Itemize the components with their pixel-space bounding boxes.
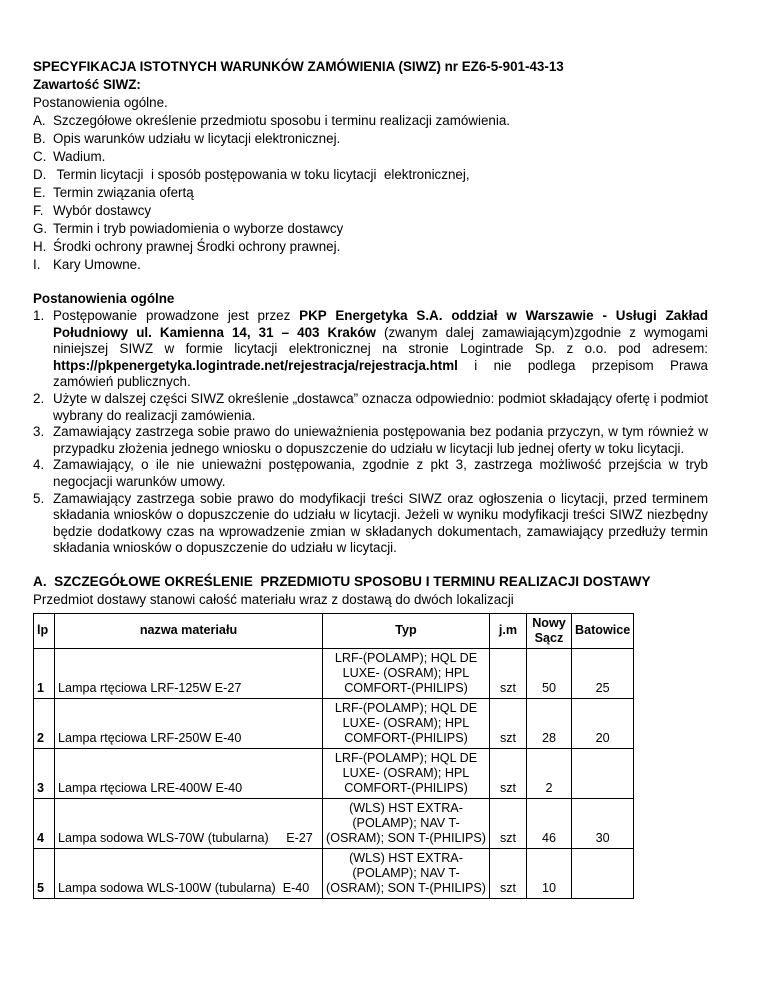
general-heading: Postanowienia ogólne — [33, 291, 175, 306]
general-item-1: 1. Postępowanie prowadzone jest przez PKP Energetyka S.A. oddział w Warszawie - Usługi Zakład Południowy ul. Kamienna 14, 31 – 403 Kraków (zwanym dalej zamawiającym)zgodnie z wymogami niniejszej SIWZ w formie licytacji elektronicznej na stronie Logintrade Sp. z o.o. pod adresem: https://pkpenergetyka.logintrade.net/rejestracja/rejestracja.html i nie podlega przepisom Prawa zamówień publicznych. — [33, 308, 709, 390]
contents-item: F. Wybór dostawcy — [33, 203, 152, 218]
general-list — [33, 308, 708, 557]
table-row: 4 Lampa sodowa WLS-70W (tubularna) E-27 (WLS) HST EXTRA-(POLAMP); NAV T-(OSRAM); SON T-(PHILIPS) szt 46 30 — [34, 798, 634, 848]
contents-item: D. Termin licytacji i sposób postępowania w toku licytacji elektronicznej, — [33, 167, 470, 182]
contents-item: G. Termin i tryb powiadomienia o wyborze dostawcy — [33, 221, 344, 236]
contents-item: H. Środki ochrony prawnej Środki ochrony prawnej. — [33, 239, 341, 254]
contents-list — [33, 112, 708, 274]
contents-heading: Zawartość SIWZ: — [33, 77, 141, 92]
materials-table — [33, 613, 634, 899]
table-header: lp nazwa materiału Typ j.m Nowy Sącz Batowice — [34, 613, 634, 648]
contents-intro: Postanowienia ogólne. — [33, 95, 168, 110]
contents-item: E. Termin związania ofertą — [33, 185, 194, 200]
general-item-2: 2. Użyte w dalszej części SIWZ określenie „dostawca” oznacza odpowiednio: podmiot składający ofertę i podmiot wybrany do realizacji zamówienia. — [33, 390, 708, 423]
contents-item: C. Wadium. — [33, 149, 106, 164]
table-row: 1 Lampa rtęciowa LRF-125W E-27 LRF-(POLAMP); HQL DE LUXE- (OSRAM); HPL COMFORT-(PHILIPS) szt 50 25 — [34, 648, 634, 698]
contents-item: B. Opis warunków udziału w licytacji elektronicznej. — [33, 131, 341, 146]
general-item-4: 4. Zamawiający, o ile nie unieważni postępowania, zgodnie z pkt 3, zastrzega możliwość przejścia w tryb negocjacji warunków umowy. — [33, 457, 708, 489]
general-item-5: 5. Zamawiający zastrzega sobie prawo do modyfikacji treści SIWZ oraz ogłoszenia o licytacji, przed terminem składania wniosków o dopuszczenie do udziału w licytacji. Jeżeli w wyniku modyfikacji treści SIWZ niezbędny będzie dodatkowy czas na wprowadzenie zmian w składanych dokumentach, zamawiający przedłuży termin składania wniosków o dopuszczenie do udziału w licytacji. — [33, 490, 708, 556]
contents-item: A. Szczegółowe określenie przedmiotu sposobu i terminu realizacji zamówienia. — [33, 113, 510, 128]
table-row: 2 Lampa rtęciowa LRF-250W E-40 LRF-(POLAMP); HQL DE LUXE- (OSRAM); HPL COMFORT-(PHILIPS) szt 28 20 — [34, 698, 634, 748]
registration-link[interactable]: https://pkpenergetyka.logintrade.net/rejestracja/rejestracja.html — [53, 357, 458, 373]
section-a-heading: A. SZCZEGÓŁOWE OKREŚLENIE PRZEDMIOTU SPOSOBU I TERMINU REALIZACJI DOSTAWY — [33, 573, 651, 589]
contents-item: I. Kary Umowne. — [33, 257, 141, 272]
table-row: 5 Lampa sodowa WLS-100W (tubularna) E-40 (WLS) HST EXTRA-(POLAMP); NAV T-(OSRAM); SON T-(PHILIPS) szt 10 — [34, 848, 634, 898]
section-a-intro: Przedmiot dostawy stanowi całość materiału wraz z dostawą do dwóch lokalizacji — [33, 591, 514, 607]
general-item-3: 3. Zamawiający zastrzega sobie prawo do unieważnienia postępowania bez podania przyczyn, w tym również w przypadku złożenia jednego wniosku o dopuszczenie do udziału w licytacji lub jednej oferty w toku licytacji. — [33, 424, 708, 456]
table-row: 3 Lampa rtęciowa LRE-400W E-40 LRF-(POLAMP); HQL DE LUXE- (OSRAM); HPL COMFORT-(PHILIPS) szt 2 — [34, 748, 634, 798]
document-title: SPECYFIKACJA ISTOTNYCH WARUNKÓW ZAMÓWIENIA (SIWZ) nr EZ6-5-901-43-13 — [33, 59, 564, 74]
